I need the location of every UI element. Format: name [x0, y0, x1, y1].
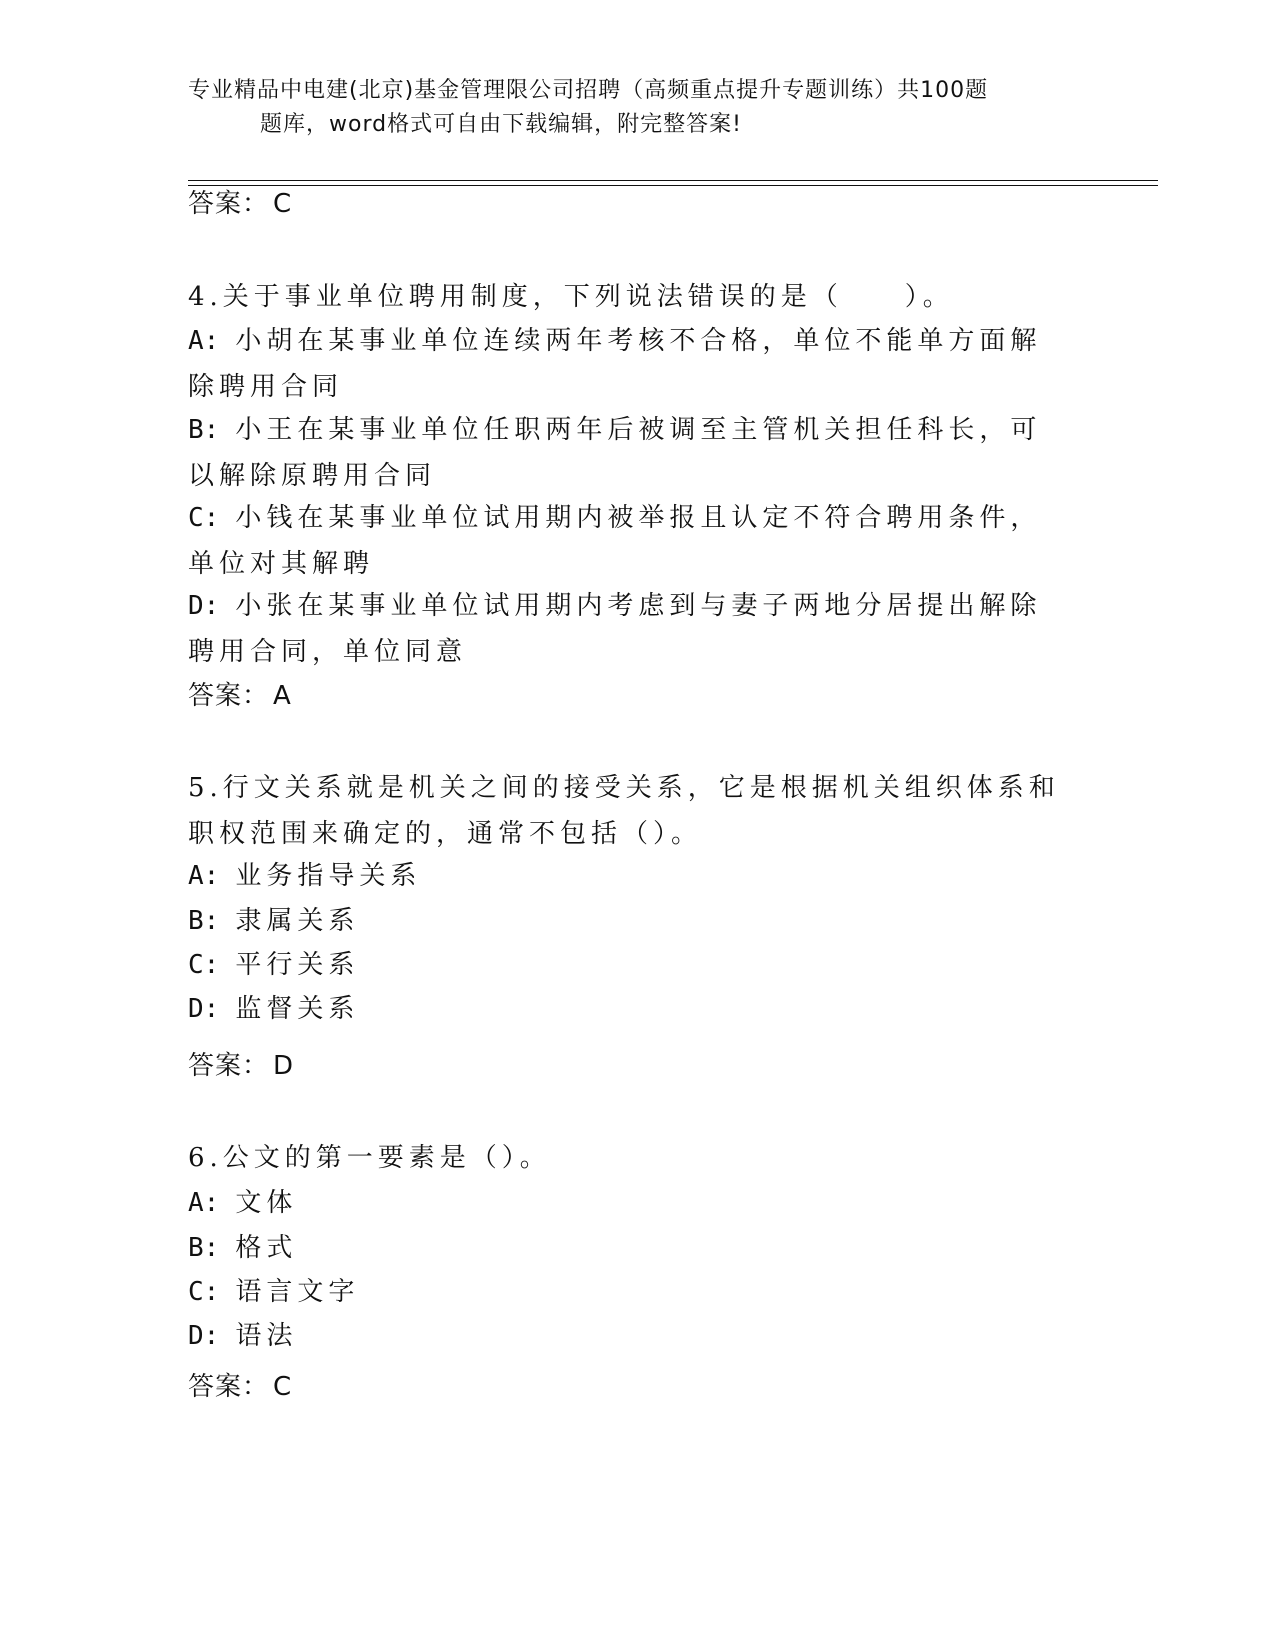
question-5-option-d	[188, 986, 1068, 1032]
question-5-option-b	[188, 898, 1068, 944]
option-key: B:	[188, 906, 220, 936]
header-rule-top	[188, 180, 1158, 181]
question-6-option-d	[188, 1313, 1068, 1359]
answer-line	[188, 188, 292, 220]
question-6-text: 6.公文的第一要素是（）。	[188, 1143, 551, 1173]
option-key: D:	[188, 591, 220, 621]
question-6-option-c	[188, 1269, 1068, 1315]
answer-value: A	[273, 681, 292, 711]
option-key: D:	[188, 1321, 220, 1351]
question-4-option-c	[188, 495, 1068, 587]
question-4-option-b	[188, 407, 1068, 499]
option-key: A:	[188, 861, 220, 891]
header-rule-bottom	[188, 185, 1158, 186]
option-text: 小王在某事业单位任职两年后被调至主管机关担任科长，可以解除原聘用合同	[188, 415, 1042, 491]
question-6-option-a	[188, 1180, 1068, 1226]
answer-label: 答案：	[188, 681, 270, 711]
option-text: 平行关系	[235, 950, 360, 980]
question-5-text: 5.行文关系就是机关之间的接受关系，它是根据机关组织体系和职权范围来确定的，通常不包括（）。	[188, 773, 1060, 849]
option-text: 隶属关系	[235, 906, 360, 936]
question-5-option-c	[188, 942, 1068, 988]
option-key: A:	[188, 326, 220, 356]
option-text: 业务指导关系	[235, 861, 422, 891]
document-header	[188, 74, 1068, 142]
question-6-option-b	[188, 1225, 1068, 1271]
header-title-line1: 专业精品中电建(北京)基金管理限公司招聘（高频重点提升专题训练）共100题	[188, 78, 989, 103]
option-text: 文体	[235, 1188, 298, 1218]
option-text: 小钱在某事业单位试用期内被举报且认定不符合聘用条件，单位对其解聘	[188, 503, 1042, 579]
option-text: 格式	[235, 1233, 298, 1263]
answer-value: D	[273, 1051, 295, 1081]
header-title-line2: 题库，word格式可自由下载编辑，附完整答案!	[260, 112, 742, 137]
answer-value: C	[273, 189, 293, 219]
option-key: C:	[188, 950, 220, 980]
question-4-option-a	[188, 318, 1068, 410]
answer-value: C	[273, 1372, 293, 1402]
option-key: C:	[188, 503, 220, 533]
option-key: A:	[188, 1188, 220, 1218]
option-key: B:	[188, 1233, 220, 1263]
option-key: B:	[188, 415, 220, 445]
option-text: 语言文字	[235, 1277, 360, 1307]
option-key: C:	[188, 1277, 220, 1307]
question-5-answer	[188, 1050, 294, 1082]
answer-label: 答案：	[188, 1372, 270, 1402]
question-4-answer	[188, 680, 292, 712]
answer-label: 答案：	[188, 189, 270, 219]
option-text: 监督关系	[235, 994, 360, 1024]
question-4-option-d	[188, 583, 1068, 675]
question-4-text: 4.关于事业单位聘用制度，下列说法错误的是（ ）。	[188, 282, 954, 312]
answer-label: 答案：	[188, 1051, 270, 1081]
option-key: D:	[188, 994, 220, 1024]
question-6-answer	[188, 1371, 292, 1403]
question-5-option-a	[188, 853, 1068, 899]
option-text: 语法	[235, 1321, 298, 1351]
option-text: 小张在某事业单位试用期内考虑到与妻子两地分居提出解除聘用合同，单位同意	[188, 591, 1042, 667]
option-text: 小胡在某事业单位连续两年考核不合格，单位不能单方面解除聘用合同	[188, 326, 1042, 402]
